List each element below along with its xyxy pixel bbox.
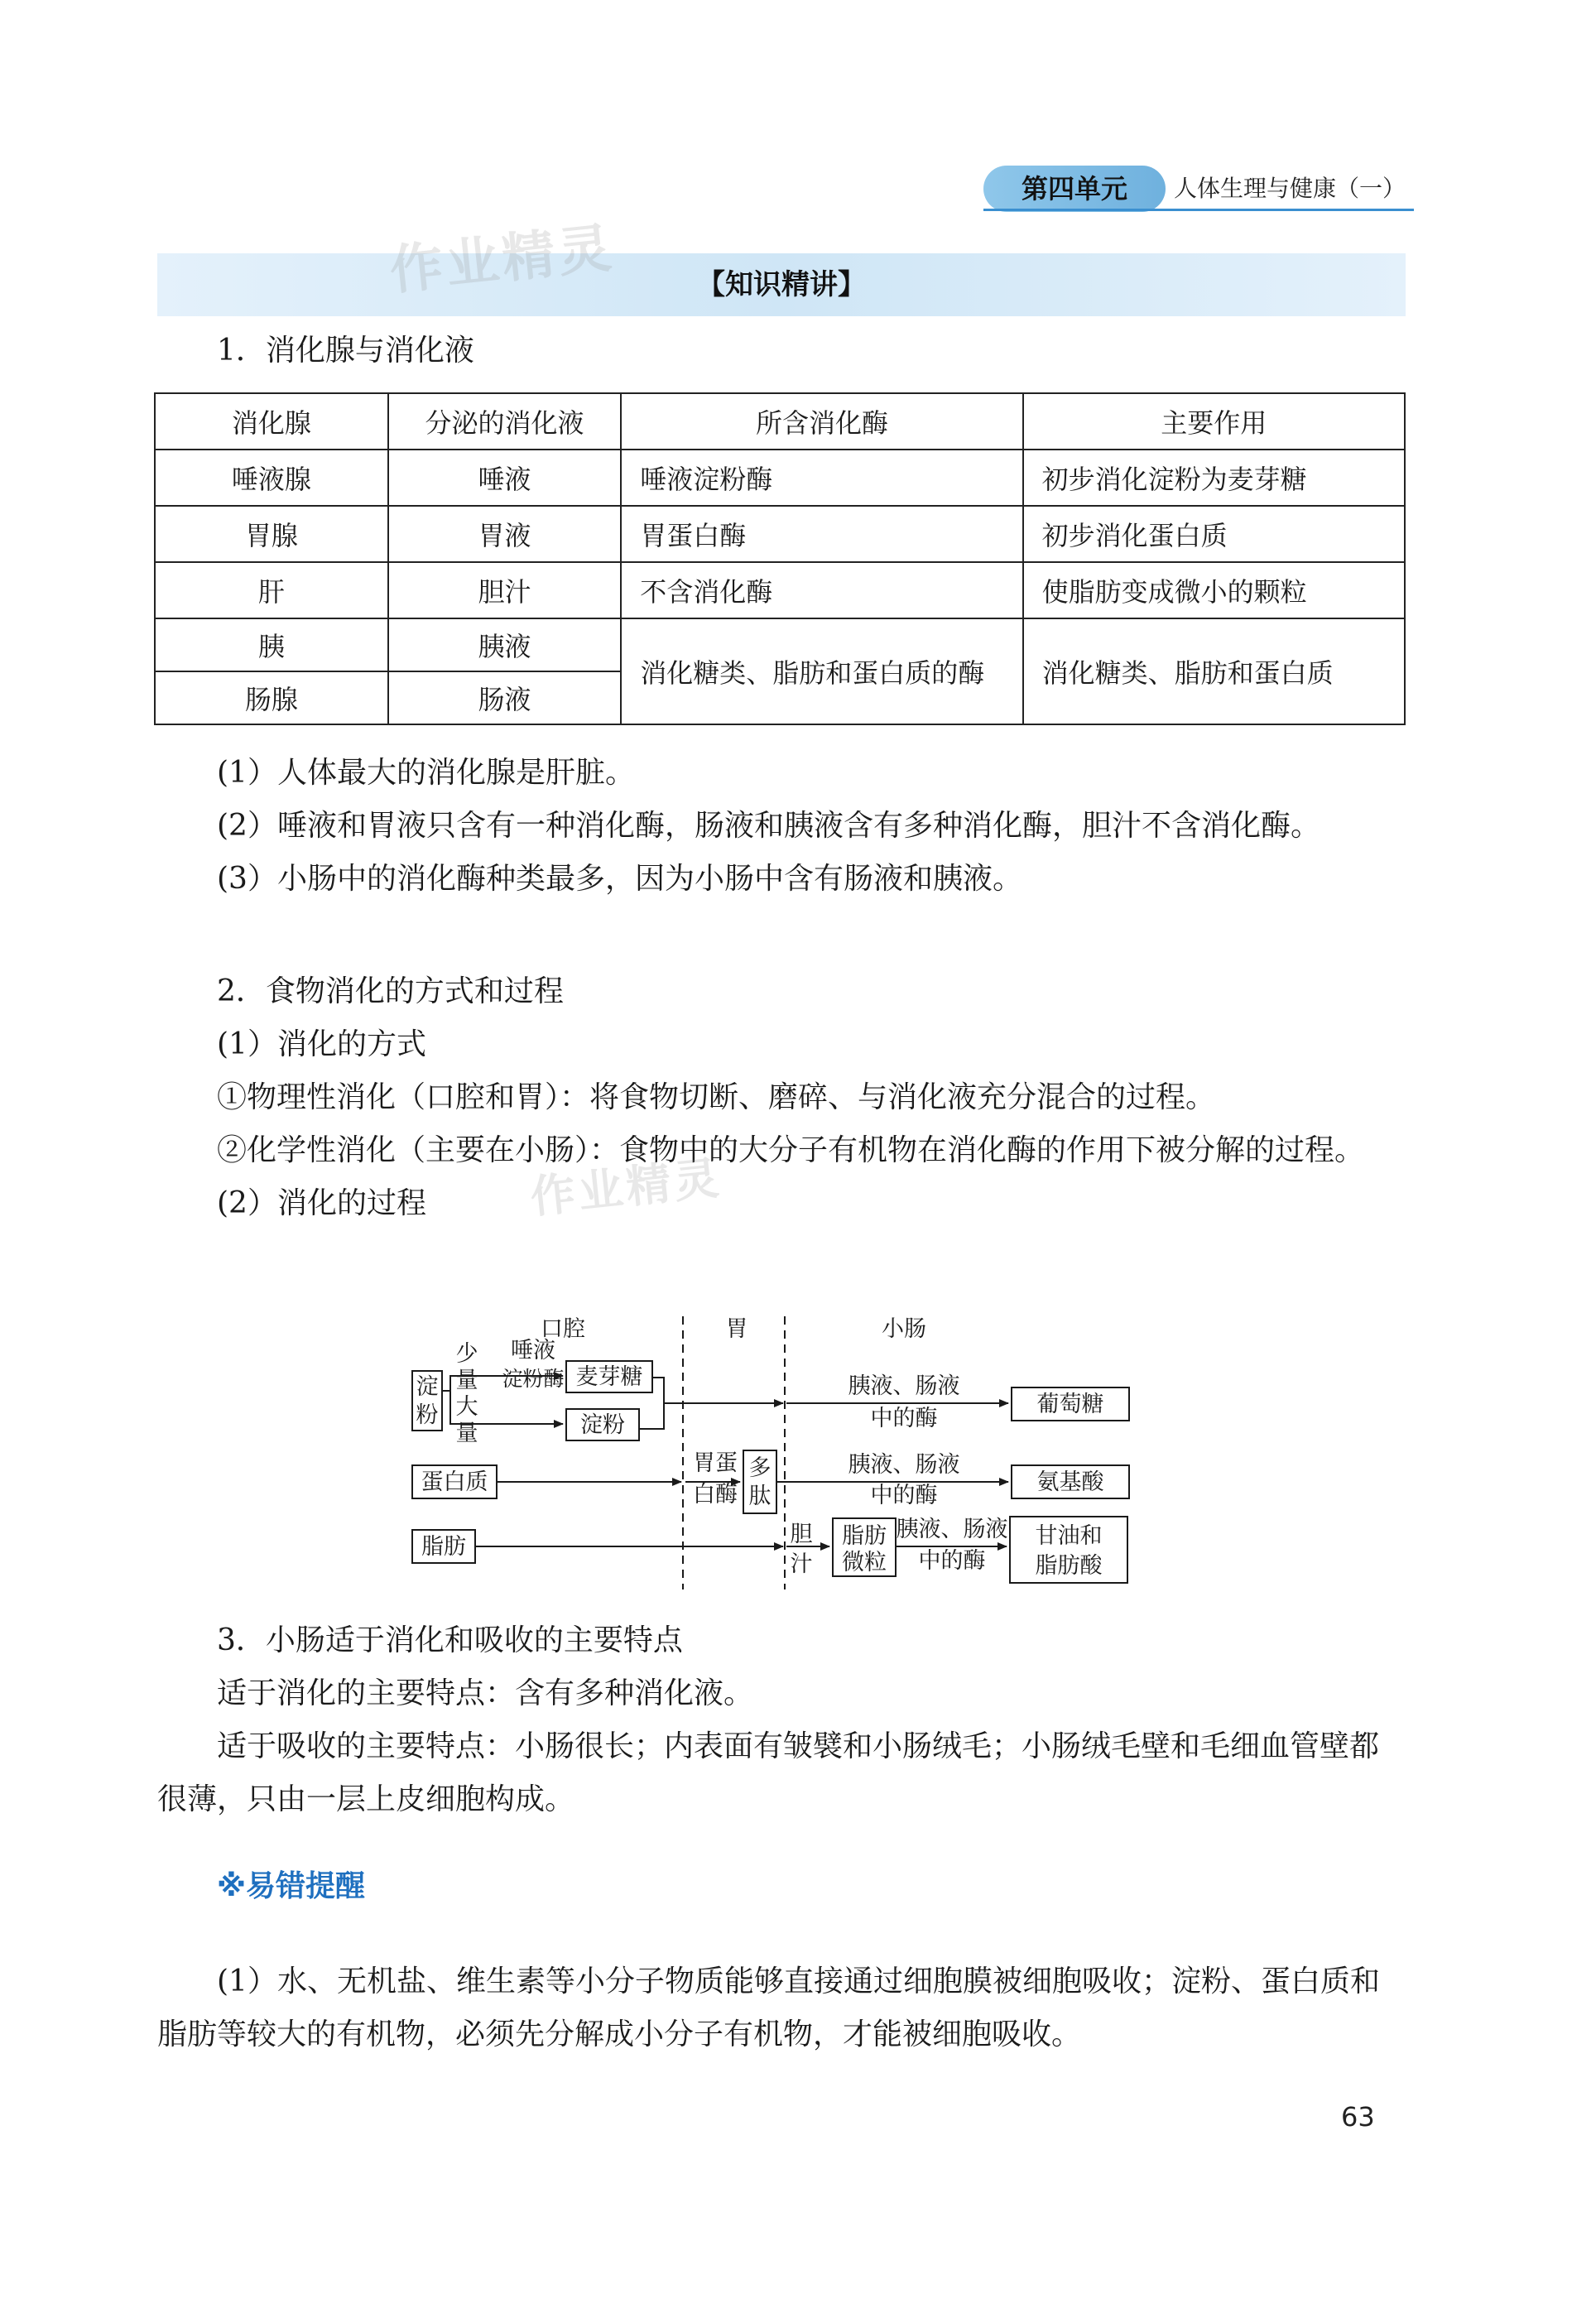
heading-1: 1．消化腺与消化液 xyxy=(217,334,474,368)
unit-subtitle: 人体生理与健康（一） xyxy=(1174,175,1406,202)
table-cell: 初步消化蛋白质 xyxy=(1023,506,1405,562)
tip-title: ※易错提醒 xyxy=(217,1869,365,1903)
section-title: 【知识精讲】 xyxy=(697,268,866,301)
unit-badge: 第四单元 xyxy=(983,166,1166,212)
table-row xyxy=(155,562,1405,618)
fat-droplet-line1: 脂肪 xyxy=(842,1523,887,1549)
table-cell: 肠腺 xyxy=(155,671,388,724)
protein-label: 蛋白质 xyxy=(421,1469,488,1495)
tip-body xyxy=(157,1955,1407,2061)
label-small-2: 量 xyxy=(455,1368,478,1393)
glycerol-line1: 甘油和 xyxy=(1035,1523,1103,1549)
glucose-label: 葡萄糖 xyxy=(1036,1392,1104,1417)
table-cell: 唾液腺 xyxy=(155,450,388,506)
starch-char-1: 淀 xyxy=(416,1374,439,1400)
table-header: 分泌的消化液 xyxy=(388,393,622,450)
table-row xyxy=(155,506,1405,562)
sub-heading-mode: (1）消化的方式 xyxy=(217,1027,426,1061)
table-cell: 使脂肪变成微小的颗粒 xyxy=(1023,562,1405,618)
table-notes xyxy=(157,747,1407,906)
heading-3: 3．小肠适于消化和吸收的主要特点 xyxy=(217,1623,683,1657)
label-small-1: 少 xyxy=(455,1341,478,1367)
table-cell: 胃腺 xyxy=(155,506,388,562)
enzyme3-line2: 中的酶 xyxy=(918,1548,986,1574)
table-row xyxy=(155,618,1405,671)
table-cell: 肝 xyxy=(155,562,388,618)
region-small-intestine: 小肠 xyxy=(882,1316,926,1342)
digestive-glands-table xyxy=(154,392,1406,725)
table-header: 主要作用 xyxy=(1023,393,1405,450)
table-header: 所含消化酶 xyxy=(621,393,1022,450)
watermark-2: 作业精灵 xyxy=(527,1152,725,1224)
table-header: 消化腺 xyxy=(155,393,388,450)
table-cell: 胃蛋白酶 xyxy=(621,506,1022,562)
table-cell: 初步消化淀粉为麦芽糖 xyxy=(1023,450,1405,506)
peptide-line1: 多 xyxy=(748,1455,772,1481)
enzyme3-line1: 胰液、肠液 xyxy=(896,1517,1008,1542)
sub-heading-process: (2）消化的过程 xyxy=(217,1186,426,1220)
amino-acid-label: 氨基酸 xyxy=(1036,1469,1104,1495)
starch-char-2: 粉 xyxy=(416,1402,439,1428)
maltose-label: 麦芽糖 xyxy=(575,1364,643,1390)
saliva-enzyme-label: 淀粉酶 xyxy=(502,1367,565,1391)
table-cell: 胆汁 xyxy=(388,562,622,618)
table-cell: 唾液 xyxy=(388,450,622,506)
watermark: 作业精灵 xyxy=(387,217,618,302)
note-3: (3）小肠中的消化酶种类最多，因为小肠中含有肠液和胰液。 xyxy=(217,862,1022,896)
glycerol-line2: 脂肪酸 xyxy=(1035,1553,1103,1579)
label-large-1: 大 xyxy=(455,1394,478,1420)
pepsin-line1: 胃蛋 xyxy=(693,1450,738,1476)
table-header-row xyxy=(155,393,1405,450)
label-large-2: 量 xyxy=(455,1421,478,1446)
region-stomach: 胃 xyxy=(725,1316,748,1342)
header-underline xyxy=(983,209,1414,211)
table-cell: 消化糖类、脂肪和蛋白质的酶 xyxy=(621,618,1022,724)
tip-text: (1）水、无机盐、维生素等小分子物质能够直接通过细胞膜被细胞吸收；淀粉、蛋白质和脂肪等较大的有机物，必须先分解成小分子有机物，才能被细胞吸收。 xyxy=(157,1965,1380,2051)
table-row xyxy=(155,450,1405,506)
enzyme2-line1: 胰液、肠液 xyxy=(848,1452,960,1478)
enzyme1-line2: 中的酶 xyxy=(870,1406,938,1431)
table-cell: 肠液 xyxy=(388,671,622,724)
enzyme2-line2: 中的酶 xyxy=(870,1483,938,1508)
pepsin-line2: 白酶 xyxy=(693,1482,738,1508)
table-cell: 胃液 xyxy=(388,506,622,562)
physical-digestion: ①物理性消化（口腔和胃）：将食物切断、磨碎、与消化液充分混合的过程。 xyxy=(217,1080,1216,1114)
bile-line1: 胆 xyxy=(790,1522,813,1547)
bile-line2: 汁 xyxy=(790,1551,813,1577)
note-2: (2）唾液和胃液只含有一种消化酶，肠液和胰液含有多种消化酶，胆汁不含消化酶。 xyxy=(217,809,1320,843)
page-number: 63 xyxy=(1341,2101,1375,2133)
region-mouth: 口腔 xyxy=(541,1316,585,1342)
fat-droplet-line2: 微粒 xyxy=(842,1550,887,1575)
table-cell: 胰 xyxy=(155,618,388,671)
chemical-digestion: ②化学性消化（主要在小肠）：食物中的大分子有机物在消化酶的作用下被分解的过程。 xyxy=(217,1133,1365,1167)
saliva-label: 唾液 xyxy=(511,1338,555,1363)
section-3 xyxy=(157,1614,1407,1826)
digestion-process-diagram xyxy=(397,1300,1192,1606)
starch2-label: 淀粉 xyxy=(580,1412,625,1438)
table-cell: 消化糖类、脂肪和蛋白质 xyxy=(1023,618,1405,724)
table-cell: 唾液淀粉酶 xyxy=(621,450,1022,506)
note-1: (1）人体最大的消化腺是肝脏。 xyxy=(217,756,635,790)
table-cell: 胰液 xyxy=(388,618,622,671)
section-2 xyxy=(157,965,1407,1230)
digestion-features: 适于消化的主要特点：含有多种消化液。 xyxy=(217,1676,754,1710)
fat-label: 脂肪 xyxy=(421,1534,466,1560)
absorption-features: 适于吸收的主要特点：小肠很长；内表面有皱襞和小肠绒毛；小肠绒毛壁和毛细血管壁都很薄，只由一层上皮细胞构成。 xyxy=(157,1729,1380,1816)
heading-2: 2．食物消化的方式和过程 xyxy=(217,974,564,1008)
table-cell: 不含消化酶 xyxy=(621,562,1022,618)
peptide-line2: 肽 xyxy=(748,1484,772,1509)
enzyme1-line1: 胰液、肠液 xyxy=(848,1373,960,1399)
